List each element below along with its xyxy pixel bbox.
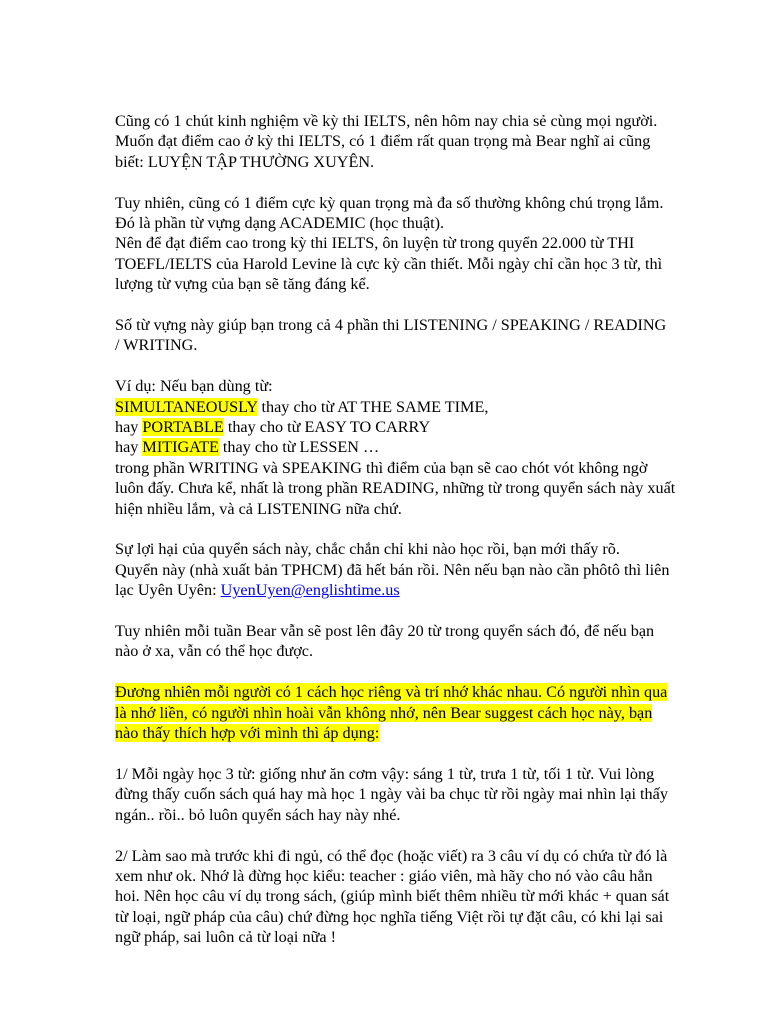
text-line: Muốn đạt điểm cao ở kỳ thi IELTS, có 1 điểm rất quan trọng mà Bear nghĩ ai cũng: [115, 132, 651, 151]
text-line: từ loại, ngữ pháp của câu) chứ đừng học nghĩa tiếng Việt rồi tự đặt câu, có khi lại sai: [115, 907, 664, 926]
text-line: TOEFL/IELTS của Harold Levine là cực kỳ cần thiết. Mỗi ngày chỉ cần học 3 từ, thì: [115, 254, 663, 273]
example-line: [115, 437, 743, 457]
highlighted-text: Đương nhiên mỗi người có 1 cách học riêng và trí nhớ khác nhau. Có người nhìn qua: [115, 683, 668, 702]
text-line: Cũng có 1 chút kinh nghiệm về kỳ thi IELTS, nên hôm nay chia sẻ cùng mọi người.: [115, 112, 658, 130]
text-line: hoi. Nên học câu ví dụ trong sách, (giúp mình biết thêm nhiều từ mới khác + quan sát: [115, 887, 670, 906]
text-line: đừng thấy cuốn sách quá hay mà học 1 ngày vài ba chục từ rồi ngày mai nhìn lại thấy: [115, 785, 668, 804]
example-text: thay cho từ LESSEN …: [218, 438, 380, 457]
paragraph-highlighted-note: [115, 682, 743, 743]
paragraph-four-skills: [115, 315, 743, 356]
contact-prefix: lạc Uyên Uyên:: [115, 581, 221, 600]
text-line: / WRITING.: [115, 336, 198, 355]
paragraph-academic: [115, 193, 743, 295]
text-line: 2/ Làm sao mà trước khi đi ngủ, có thể đọc (hoặc viết) ra 3 câu ví dụ có chứa từ đó là: [115, 846, 668, 865]
text-line: Ví dụ: Nếu bạn dùng từ:: [115, 377, 273, 396]
highlighted-word: PORTABLE: [142, 418, 224, 437]
text-line: ngán.. rồi.. bỏ luôn quyển sách hay này nhé.: [115, 805, 401, 824]
paragraph-book-contact: [115, 539, 743, 600]
highlighted-word: MITIGATE: [142, 438, 219, 457]
paragraph-examples: [115, 376, 743, 519]
text-line: [115, 723, 743, 743]
text-line: luôn đấy. Chưa kể, nhất là trong phần READING, những từ trong quyển sách này xuất: [115, 479, 676, 498]
text-line: Đó là phần từ vựng dạng ACADEMIC (học thuật).: [115, 214, 445, 233]
paragraph-intro: [115, 111, 743, 172]
text-line: [115, 580, 743, 600]
text-line: Tuy nhiên mỗi tuần Bear vẫn sẽ post lên đây 20 từ trong quyển sách đó, để nếu bạn: [115, 622, 655, 641]
text-line: Sự lợi hại của quyển sách này, chắc chắn chỉ khi nào học rồi, bạn mới thấy rõ.: [115, 540, 620, 559]
text-line: Nên để đạt điểm cao trong kỳ thi IELTS, ôn luyện từ trong quyển 22.000 từ THI: [115, 234, 635, 253]
highlighted-text: là nhớ liền, có người nhìn hoài vẫn không nhớ, nên Bear suggest cách học này, bạn: [115, 703, 653, 722]
text-line: ngữ pháp, sai luôn cả từ loại nữa !: [115, 928, 336, 947]
text-line: nào ở xa, vẫn có thể học được.: [115, 642, 314, 661]
text-line: trong phần WRITING và SPEAKING thì điểm của bạn sẽ cao chót vót không ngờ: [115, 458, 648, 477]
example-line: [115, 397, 743, 417]
example-line: [115, 417, 743, 437]
email-link[interactable]: UyenUyen@englishtime.us: [220, 581, 400, 600]
example-text: thay cho từ AT THE SAME TIME,: [257, 397, 489, 416]
text-line: biết: LUYỆN TẬP THƯỜNG XUYÊN.: [115, 152, 375, 171]
text-line: lượng từ vựng của bạn sẽ tăng đáng kể.: [115, 275, 370, 294]
highlighted-word: SIMULTANEOUSLY: [115, 397, 258, 416]
text-line: hiện nhiều lắm, và cả LISTENING nữa chứ.: [115, 499, 402, 518]
text-line: [115, 682, 743, 702]
text-line: [115, 703, 743, 723]
document-page: [115, 111, 743, 948]
paragraph-tip-1: [115, 764, 743, 825]
text-line: Tuy nhiên, cũng có 1 điểm cực kỳ quan trọng mà đa số thường không chú trọng lắm.: [115, 193, 664, 212]
text-line: Số từ vựng này giúp bạn trong cả 4 phần thi LISTENING / SPEAKING / READING: [115, 316, 667, 335]
example-text: thay cho từ EASY TO CARRY: [223, 418, 431, 437]
paragraph-weekly-post: [115, 621, 743, 662]
example-prefix: hay: [115, 418, 143, 437]
text-line: xem như ok. Nhớ là đừng học kiểu: teacher : giáo viên, mà hãy cho nó vào câu hẳn: [115, 866, 653, 885]
text-line: Quyển này (nhà xuất bản TPHCM) đã hết bán rồi. Nên nếu bạn nào cần phôtô thì liên: [115, 560, 670, 579]
text-line: 1/ Mỗi ngày học 3 từ: giống như ăn cơm vậy: sáng 1 từ, trưa 1 từ, tối 1 từ. Vui lòng: [115, 764, 655, 783]
paragraph-tip-2: [115, 846, 743, 948]
highlighted-text: nào thấy thích hợp với mình thì áp dụng:: [115, 724, 380, 743]
example-prefix: hay: [115, 438, 143, 457]
